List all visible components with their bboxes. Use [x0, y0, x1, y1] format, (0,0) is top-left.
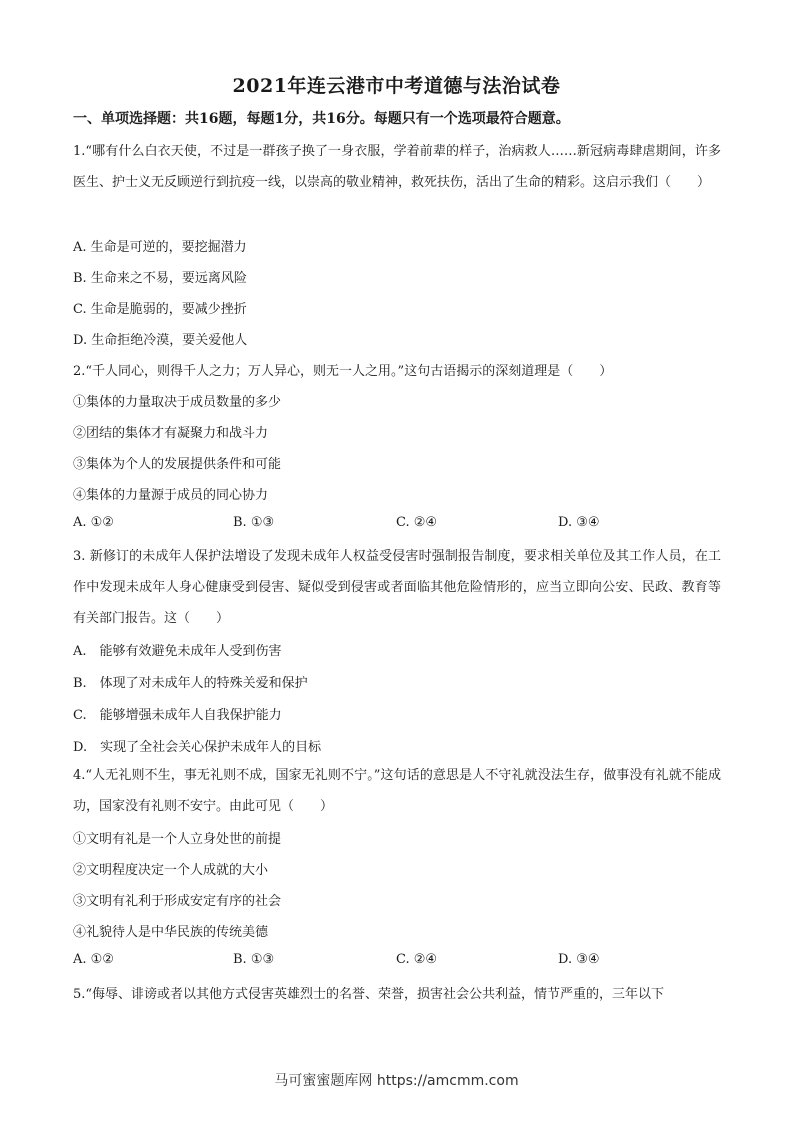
question-2-choice-c: C. ②④: [396, 515, 438, 530]
question-3-option-c: C. 能够增强未成年人自我保护能力: [73, 708, 282, 723]
footer-watermark: 马可蜜蜜题库网 https://amcmm.com: [274, 1073, 519, 1089]
question-2-item-1: ①集体的力量取决于成员数量的多少: [73, 395, 282, 410]
question-4-choice-b: B. ①③: [233, 952, 275, 967]
question-4-item-2: ②文明程度决定一个人成就的大小: [73, 863, 269, 878]
question-2-stem: 2.“千人同心，则得千人之力；万人异心，则无一人之用。”这句古语揭示的深刻道理是（ ）: [73, 364, 613, 379]
question-4-choice-a: A. ①②: [73, 952, 114, 967]
page-title: 2021年连云港市中考道德与法治试卷: [232, 75, 561, 97]
section-heading: 一、单项选择题：共16题，每题1分，共16分。每题只有一个选项最符合题意。: [73, 111, 570, 127]
question-3-option-d: D. 实现了全社会关心保护未成年人的目标: [73, 740, 322, 755]
question-1-option-b: B. 生命来之不易，要远离风险: [73, 271, 247, 286]
question-2-item-3: ③集体为个人的发展提供条件和可能: [73, 457, 282, 472]
question-2-choice-a: A. ①②: [73, 515, 114, 530]
question-4-item-3: ③文明有礼利于形成安定有序的社会: [73, 894, 282, 909]
question-4-stem: 4.“人无礼则不生，事无礼则不成，国家无礼则不宁。”这句话的意思是人不守礼就没法生存，做事没有礼就不能成功，国家没有礼则不安宁。由此可见（ ）: [73, 768, 721, 814]
question-2-choice-d: D. ③④: [558, 515, 600, 530]
question-4-item-1: ①文明有礼是一个人立身处世的前提: [73, 832, 282, 847]
question-5-stem: 5.“侮辱、诽谤或者以其他方式侵害英雄烈士的名誉、荣誉，损害社会公共利益，情节严重的，三年以下: [73, 987, 665, 1002]
question-4-choice-c: C. ②④: [396, 952, 438, 967]
question-1-option-a: A. 生命是可逆的，要挖掘潜力: [73, 240, 247, 255]
question-4-choice-d: D. ③④: [558, 952, 600, 967]
question-2-item-2: ②团结的集体才有凝聚力和战斗力: [73, 426, 269, 441]
question-4-item-4: ④礼貌待人是中华民族的传统美德: [73, 925, 269, 940]
question-2-choice-b: B. ①③: [233, 515, 275, 530]
question-3-option-a: A. 能够有效避免未成年人受到伤害: [73, 644, 282, 659]
question-2-choices: [73, 515, 721, 535]
question-3-option-b: B. 体现了对未成年人的特殊关爱和保护: [73, 676, 308, 691]
question-1-option-c: C. 生命是脆弱的，要减少挫折: [73, 302, 247, 317]
question-1-stem: 1.“哪有什么白衣天使，不过是一群孩子换了一身衣服，学着前辈的样子，治病救人……新冠病毒肆虐期间，许多医生、护士义无反顾逆行到抗疫一线，以崇高的敬业精神，救死扶伤，活出了生命的精彩。这启示我们（ ）: [73, 144, 721, 190]
question-3-stem: 3. 新修订的未成年人保护法增设了发现未成年人权益受侵害时强制报告制度，要求相关单位及其工作人员，在工作中发现未成年人身心健康受到侵害、疑似受到侵害或者面临其他危险情形的，应当立即向公安、民政、教育等有关部门报告。这（ ）: [73, 549, 721, 626]
question-2-item-4: ④集体的力量源于成员的同心协力: [73, 488, 269, 503]
question-1-option-d: D. 生命拒绝冷漠，要关爱他人: [73, 333, 248, 348]
question-4-choices: [73, 952, 721, 972]
